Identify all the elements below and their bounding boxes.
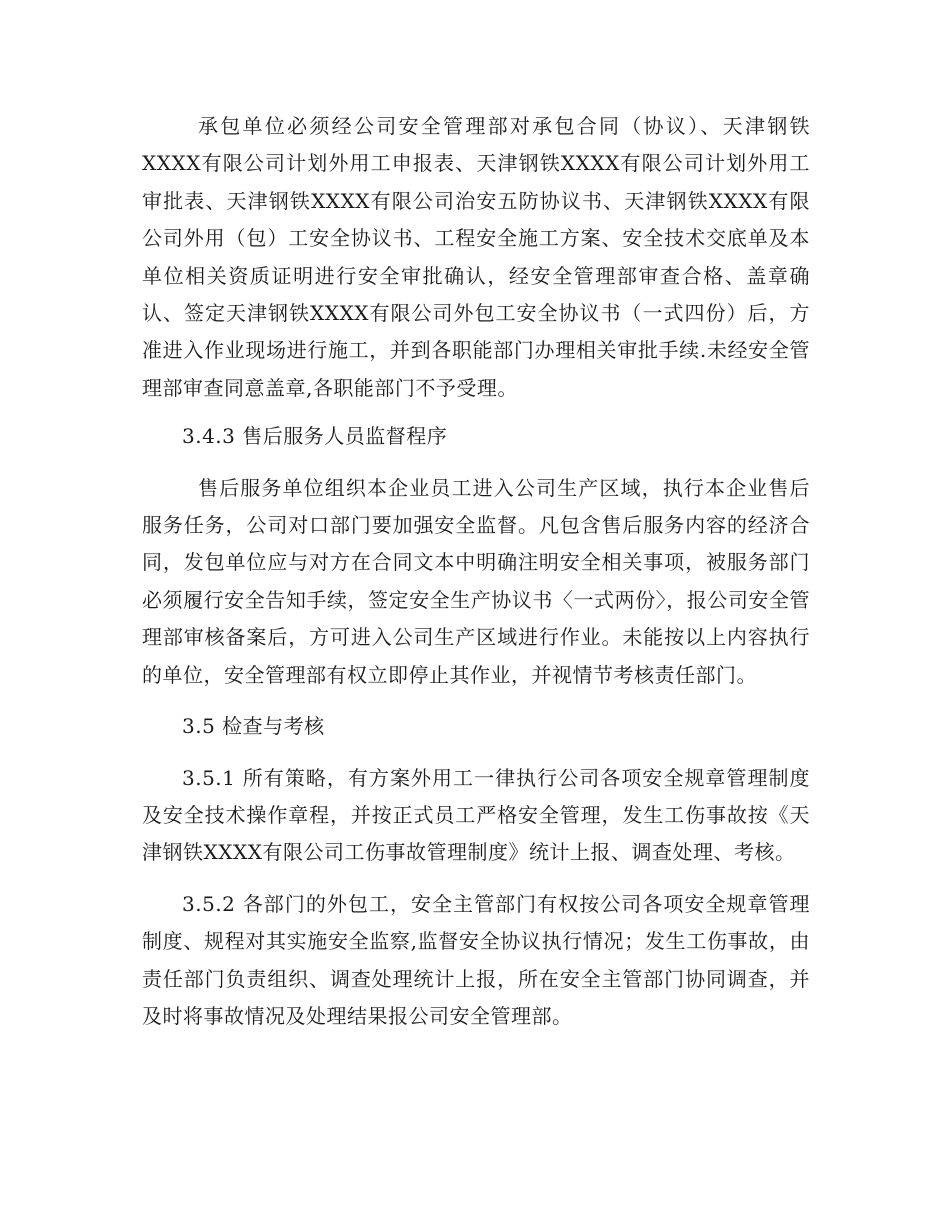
paragraph-after-sales-supervision: 售后服务单位组织本企业员工进入公司生产区域，执行本企业售后服务任务，公司对口部门要加强安全监督。凡包含售后服务内容的经济合同，发包单位应与对方在合同文本中明确注明安全相关事项，被服务部门必须履行安全告知手续，签定安全生产协议书〈一式两份〉，报公司安全管理部审核备案后，方可进入公司生产区域进行作业。未能按以上内容执行的单位，安全管理部有权立即停止其作业，并视情节考核责任部门。 [142, 475, 810, 687]
section-heading-3-5: 3.5 检查与考核 [182, 714, 325, 739]
section-heading-3-4-3: 3.4.3 售后服务人员监督程序 [182, 424, 448, 449]
document-body [142, 108, 810, 1035]
paragraph-3-5-2: 3.5.2 各部门的外包工，安全主管部门有权按公司各项安全规章管理制度、规程对其实施安全监察,监督安全协议执行情况；发生工伤事故，由责任部门负责组织、调查处理统计上报，所在安全主管部门协同调查，并及时将事故情况及处理结果报公司安全管理部。 [142, 891, 810, 1028]
paragraph-3-5-1: 3.5.1 所有策略，有方案外用工一律执行公司各项安全规章管理制度及安全技术操作章程，并按正式员工严格安全管理，发生工伤事故按《天津钢铁XXXX有限公司工伤事故管理制度》统计上报、调查处理、考核。 [142, 765, 810, 865]
paragraph-contractor-approval: 承包单位必须经公司安全管理部对承包合同（协议）、天津钢铁XXXX有限公司计划外用工申报表、天津钢铁XXXX有限公司计划外用工审批表、天津钢铁XXXX有限公司治安五防协议书、天津钢铁XXXX有限公司外用（包）工安全协议书、工程安全施工方案、安全技术交底单及本单位相关资质证明进行安全审批确认，经安全管理部审查合格、盖章确认、签定天津钢铁XXXX有限公司外包工安全协议书（一式四份）后，方准进入作业现场进行施工，并到各职能部门办理相关审批手续.未经安全管理部审查同意盖章,各职能部门不予受理。 [142, 114, 810, 400]
